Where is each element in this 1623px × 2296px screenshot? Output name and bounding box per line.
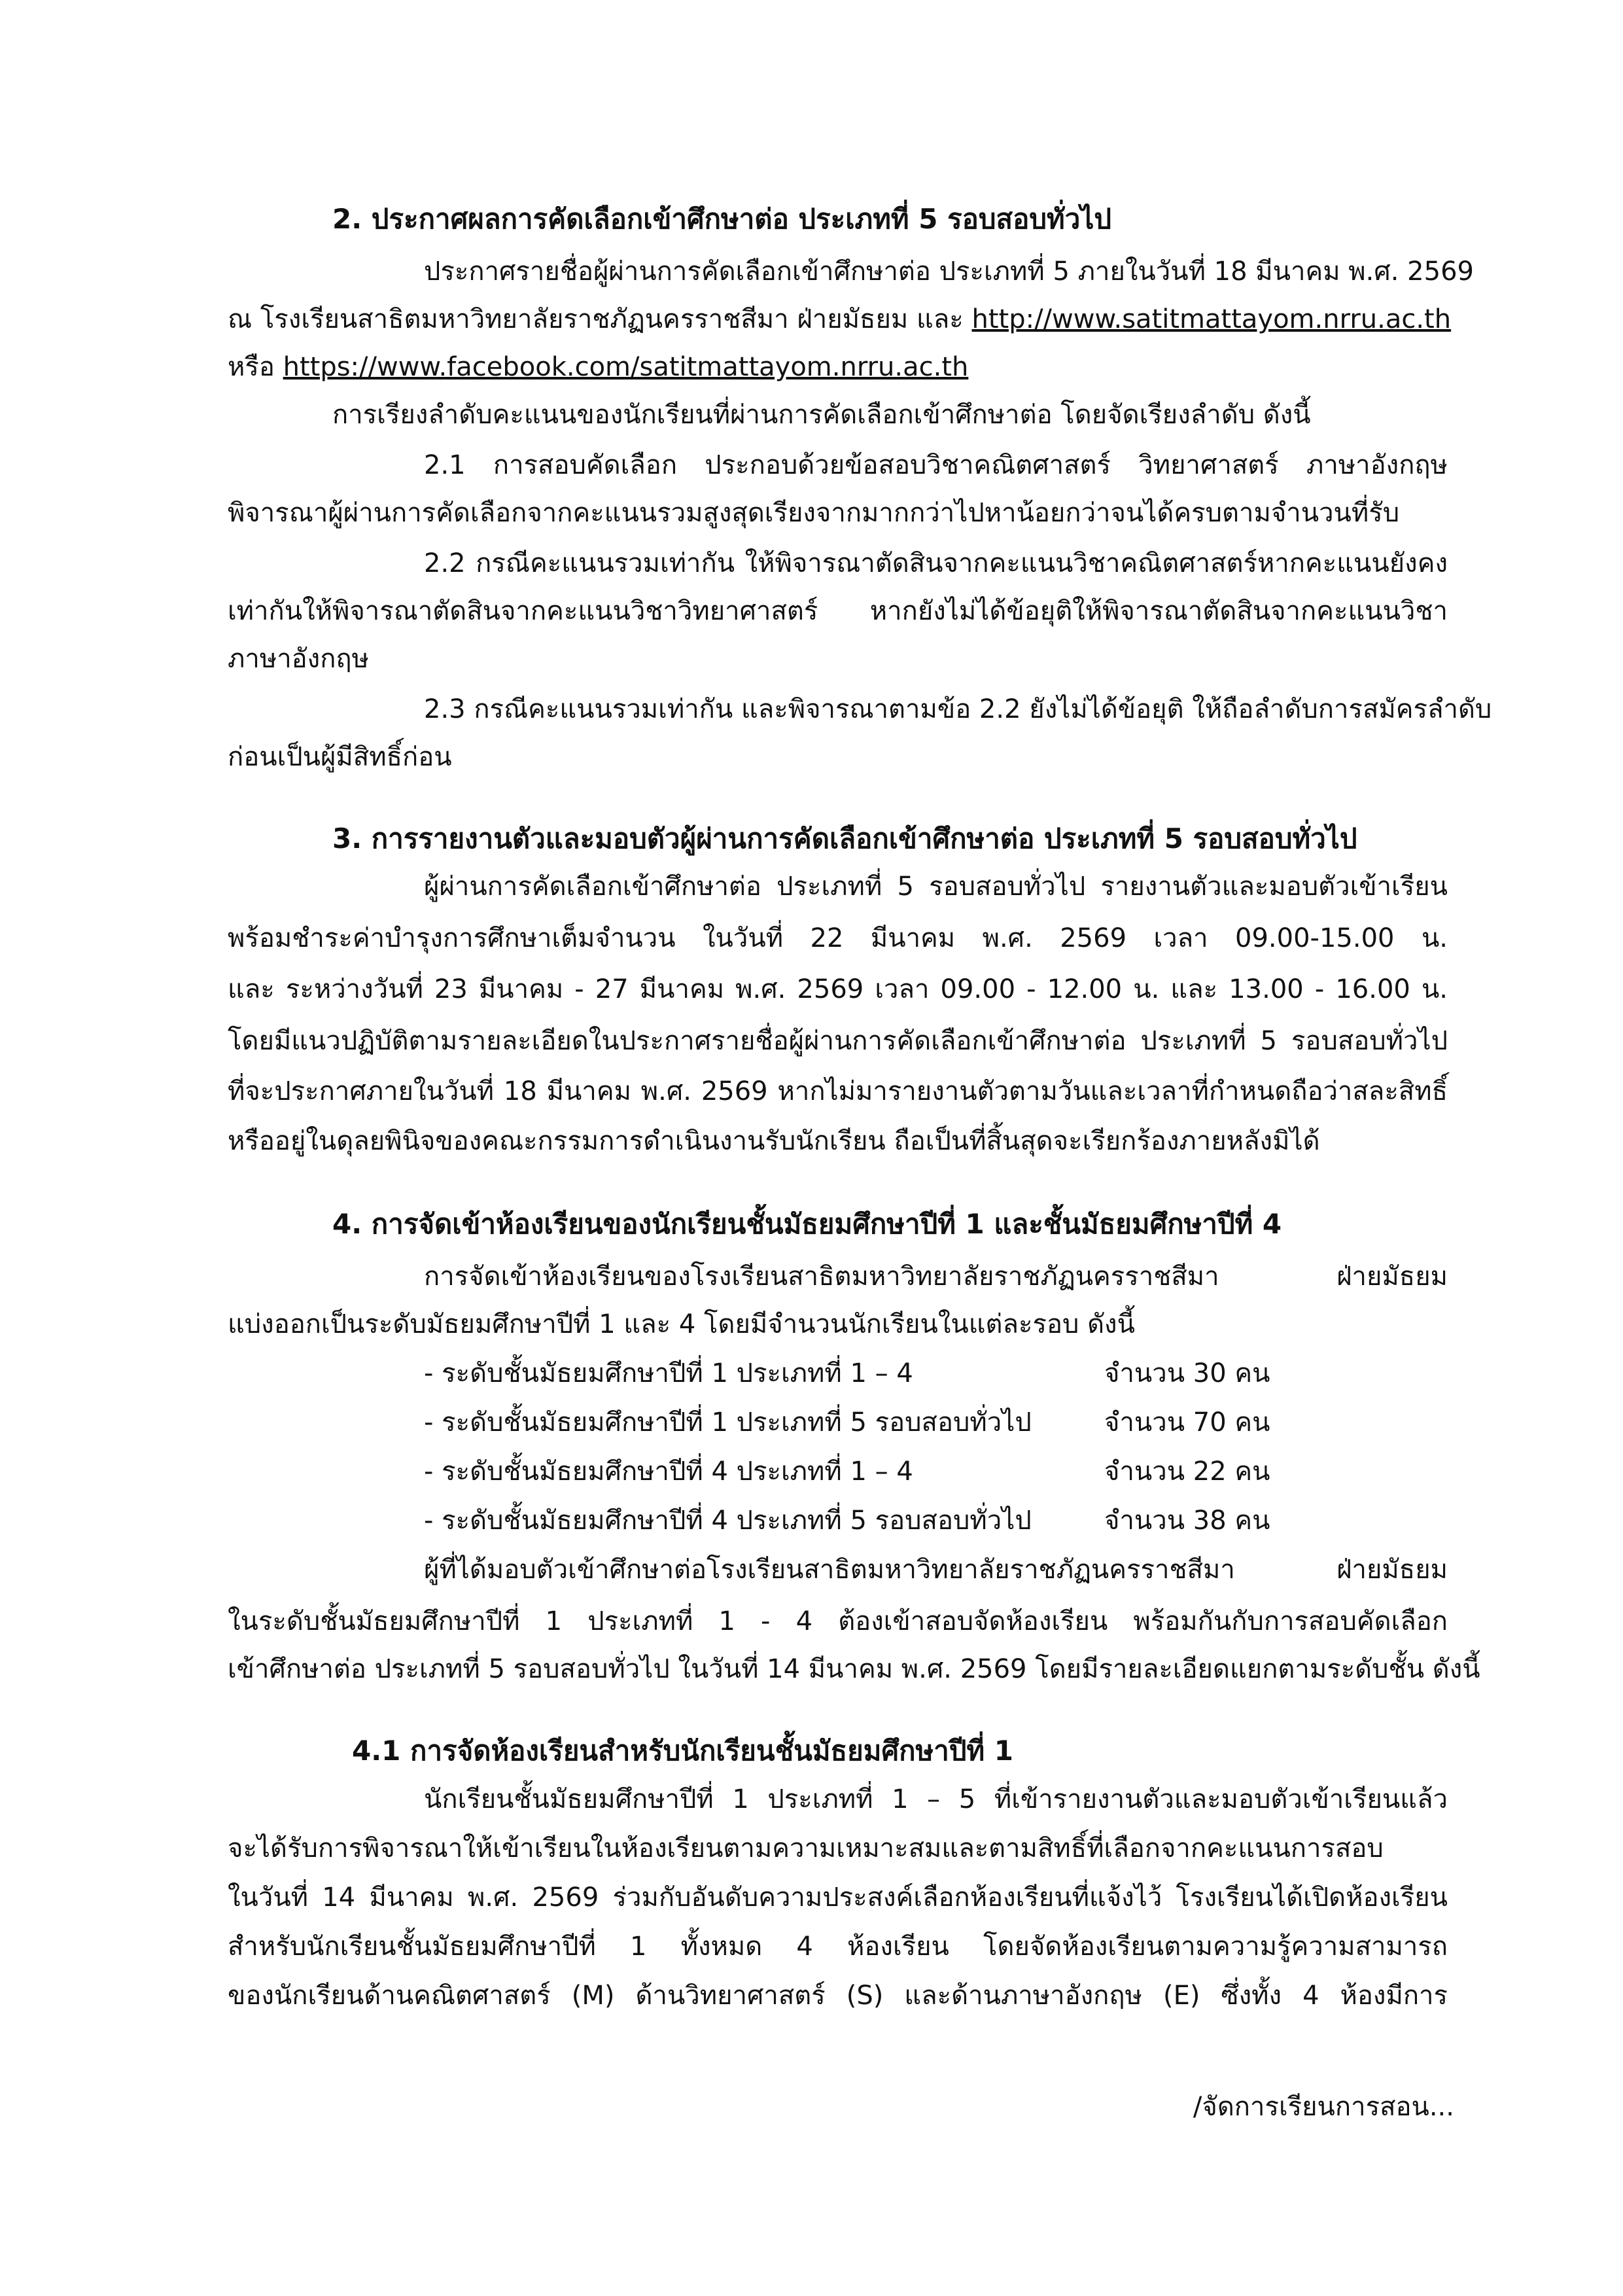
item-2-1-line: พิจารณาผู้ผ่านการคัดเลือกจากคะแนนรวมสูงสุดเรียงจากมากกว่าไปหาน้อยกว่าจนได้ครบตามจำนวนที่รับ — [228, 498, 1400, 528]
list-item-label: - ระดับชั้นมัธยมศึกษาปีที่ 4 ประเภทที่ 1 – 4 — [424, 1457, 913, 1487]
section-4-1-line: ในวันที่ 14 มีนาคม พ.ศ. 2569 ร่วมกับอันดับความประสงค์เลือกห้องเรียนที่แจ้งไว้ โรงเรียนได้เปิดห้องเรียน — [228, 1882, 1448, 1913]
item-2-2-line: 2.2 กรณีคะแนนรวมเท่ากัน ให้พิจารณาตัดสินจากคะแนนวิชาคณิตศาสตร์หากคะแนนยังคง — [424, 548, 1448, 578]
item-2-1-line: 2.1 การสอบคัดเลือก ประกอบด้วยข้อสอบวิชาคณิตศาสตร์ วิทยาศาสตร์ ภาษาอังกฤษ — [424, 450, 1448, 480]
list-item-count: จำนวน 70 คน — [1104, 1407, 1270, 1438]
section-2-text: หรือ — [228, 352, 283, 382]
facebook-link[interactable]: https://www.facebook.com/satitmattayom.nrru.ac.th — [283, 352, 969, 382]
section-4-1-heading: 4.1 การจัดห้องเรียนสำหรับนักเรียนชั้นมัธยมศึกษาปีที่ 1 — [352, 1735, 1014, 1767]
section-4-1-line: จะได้รับการพิจารณาให้เข้าเรียนในห้องเรียนตามความเหมาะสมและตามสิทธิ์ที่เลือกจากคะแนนการสอบ — [228, 1833, 1384, 1863]
section-4-heading: 4. การจัดเข้าห้องเรียนของนักเรียนชั้นมัธยมศึกษาปีที่ 1 และชั้นมัธยมศึกษาปีที่ 4 — [332, 1208, 1282, 1240]
section-3-line: พร้อมชำระค่าบำรุงการศึกษาเต็มจำนวน ในวันที่ 22 มีนาคม พ.ศ. 2569 เวลา 09.00-15.00 น. — [228, 923, 1448, 953]
website-link[interactable]: http://www.satitmattayom.nrru.ac.th — [971, 304, 1452, 334]
list-item-count: จำนวน 30 คน — [1104, 1358, 1270, 1388]
section-2-heading: 2. ประกาศผลการคัดเลือกเข้าศึกษาต่อ ประเภทที่ 5 รอบสอบทั่วไป — [332, 203, 1112, 235]
list-item-label: - ระดับชั้นมัธยมศึกษาปีที่ 1 ประเภทที่ 5 รอบสอบทั่วไป — [424, 1407, 1032, 1438]
section-4-line: เข้าศึกษาต่อ ประเภทที่ 5 รอบสอบทั่วไป ในวันที่ 14 มีนาคม พ.ศ. 2569 โดยมีรายละเอียดแยกตามระดับชั้น ดังนี้ — [228, 1654, 1480, 1684]
item-2-2-line: ภาษาอังกฤษ — [228, 644, 370, 674]
section-4-line: ในระดับชั้นมัธยมศึกษาปีที่ 1 ประเภทที่ 1 - 4 ต้องเข้าสอบจัดห้องเรียน พร้อมกันกับการสอบคัดเลือก — [228, 1606, 1448, 1636]
item-2-2-line: เท่ากันให้พิจารณาตัดสินจากคะแนนวิชาวิทยาศาสตร์ หากยังไม่ได้ข้อยุติให้พิจารณาตัดสินจากคะแนนวิชา — [228, 596, 1448, 626]
section-3-line: โดยมีแนวปฏิบัติตามรายละเอียดในประกาศรายชื่อผู้ผ่านการคัดเลือกเข้าศึกษาต่อ ประเภทที่ 5 รอบสอบทั่วไป — [228, 1026, 1448, 1056]
item-2-3-line: ก่อนเป็นผู้มีสิทธิ์ก่อน — [228, 742, 452, 772]
section-4-1-line: นักเรียนชั้นมัธยมศึกษาปีที่ 1 ประเภทที่ 1 – 5 ที่เข้ารายงานตัวและมอบตัวเข้าเรียนแล้ว — [424, 1784, 1448, 1814]
section-3-line: และ ระหว่างวันที่ 23 มีนาคม - 27 มีนาคม พ.ศ. 2569 เวลา 09.00 - 12.00 น. และ 13.00 - 16.00 น. — [228, 974, 1448, 1004]
section-4-line: แบ่งออกเป็นระดับมัธยมศึกษาปีที่ 1 และ 4 โดยมีจำนวนนักเรียนในแต่ละรอบ ดังนี้ — [228, 1309, 1135, 1339]
section-2-line: การเรียงลำดับคะแนนของนักเรียนที่ผ่านการคัดเลือกเข้าศึกษาต่อ โดยจัดเรียงลำดับ ดังนี้ — [332, 400, 1311, 430]
section-3-line: ผู้ผ่านการคัดเลือกเข้าศึกษาต่อ ประเภทที่ 5 รอบสอบทั่วไป รายงานตัวและมอบตัวเข้าเรียน — [424, 872, 1448, 902]
section-2-text: ณ โรงเรียนสาธิตมหาวิทยาลัยราชภัฏนครราชสีมา ฝ่ายมัธยม และ — [228, 304, 972, 334]
section-2-line-with-link — [228, 300, 1452, 339]
section-4-line: ผู้ที่ได้มอบตัวเข้าศึกษาต่อโรงเรียนสาธิตมหาวิทยาลัยราชภัฏนครราชสีมา ฝ่ายมัธยม — [424, 1555, 1448, 1585]
section-2-line: ประกาศรายชื่อผู้ผ่านการคัดเลือกเข้าศึกษาต่อ ประเภทที่ 5 ภายในวันที่ 18 มีนาคม พ.ศ. 2569 — [424, 256, 1474, 287]
section-4-1-line: สำหรับนักเรียนชั้นมัธยมศึกษาปีที่ 1 ทั้งหมด 4 ห้องเรียน โดยจัดห้องเรียนตามความรู้ความสามารถ — [228, 1932, 1448, 1962]
list-item-count: จำนวน 22 คน — [1104, 1457, 1270, 1487]
item-2-3-line: 2.3 กรณีคะแนนรวมเท่ากัน และพิจารณาตามข้อ 2.2 ยังไม่ได้ข้อยุติ ให้ถือลำดับการสมัครลำดับ — [424, 694, 1492, 724]
section-2-line-with-link — [228, 347, 968, 387]
page-continuation: /จัดการเรียนการสอน... — [1193, 2092, 1454, 2122]
section-3-line: หรืออยู่ในดุลยพินิจของคณะกรรมการดำเนินงานรับนักเรียน ถือเป็นที่สิ้นสุดจะเรียกร้องภายหลังมิได้ — [228, 1126, 1320, 1156]
list-item-count: จำนวน 38 คน — [1104, 1506, 1270, 1536]
section-4-line: การจัดเข้าห้องเรียนของโรงเรียนสาธิตมหาวิทยาลัยราชภัฏนครราชสีมา ฝ่ายมัธยม — [424, 1262, 1448, 1292]
list-item-label: - ระดับชั้นมัธยมศึกษาปีที่ 1 ประเภทที่ 1 – 4 — [424, 1358, 913, 1388]
section-4-1-line: ของนักเรียนด้านคณิตศาสตร์ (M) ด้านวิทยาศาสตร์ (S) และด้านภาษาอังกฤษ (E) ซึ่งทั้ง 4 ห้องมีการ — [228, 1981, 1448, 2011]
section-3-heading: 3. การรายงานตัวและมอบตัวผู้ผ่านการคัดเลือกเข้าศึกษาต่อ ประเภทที่ 5 รอบสอบทั่วไป — [332, 822, 1357, 855]
list-item-label: - ระดับชั้นมัธยมศึกษาปีที่ 4 ประเภทที่ 5 รอบสอบทั่วไป — [424, 1506, 1032, 1536]
section-3-line: ที่จะประกาศภายในวันที่ 18 มีนาคม พ.ศ. 2569 หากไม่มารายงานตัวตามวันและเวลาที่กำหนดถือว่าสละสิทธิ์ — [228, 1076, 1448, 1106]
